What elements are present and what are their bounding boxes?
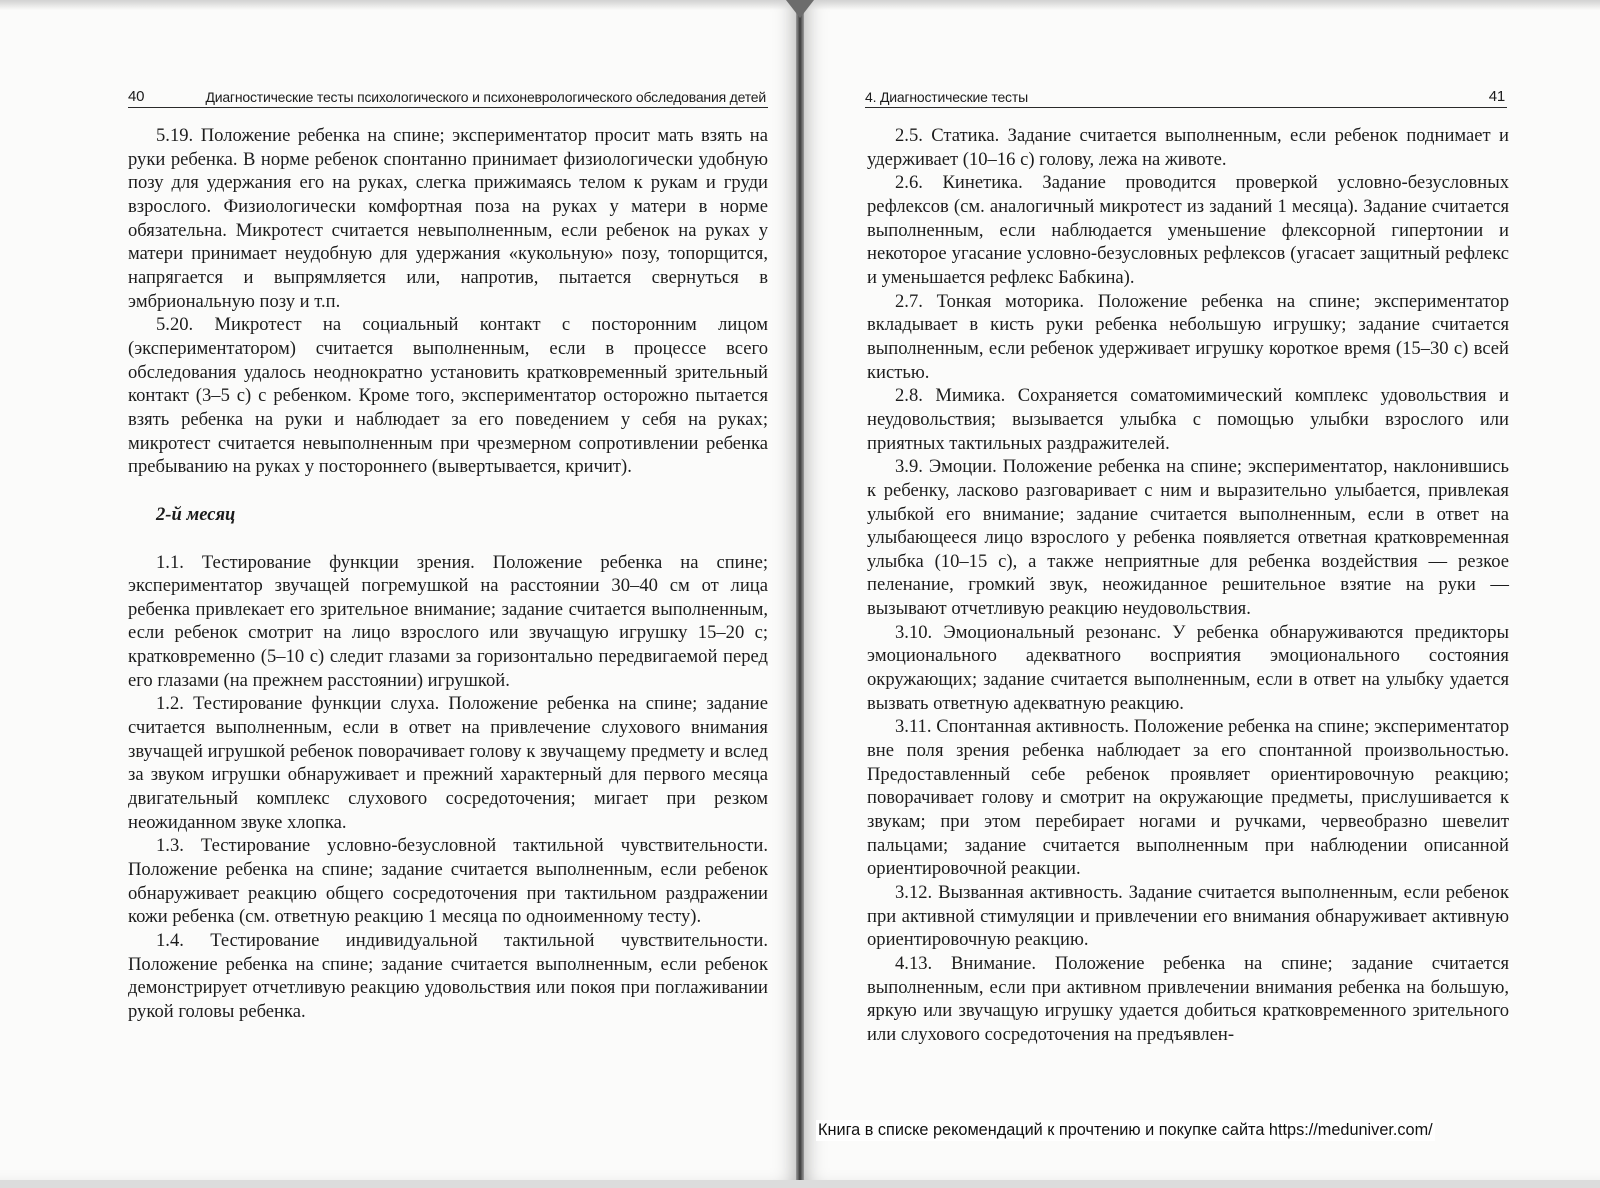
right-text-block [867,124,1509,1047]
paragraph: 1.1. Тестирование функции зрения. Положение ребенка на спине; экспериментатор звучащей погремушкой на расстоянии 30–40 см от лица ребенка привлекает его зрительное внимание; задание считается выполненным, если ребенок смотрит на лицо взрослого или звучащую игрушку 15–20 с; кратковременно (5–10 с) следит глазами за горизонтально передвигаемой перед его глазами (на прежнем расстоянии) игрушкой. [128,551,768,691]
section-heading: 2-й месяц [156,503,236,525]
right-page [800,0,1600,1180]
paragraph: 3.10. Эмоциональный резонанс. У ребенка обнаруживаются предикторы эмоционального адекватного восприятия эмоционального состояния окружающих; задание считается выполненным, если в ответ на улыбку удается вызвать ответную адекватную реакцию. [867,621,1509,714]
paragraph: 2.6. Кинетика. Задание проводится проверкой условно-безусловных рефлексов (см. аналогичный микротест из заданий 1 месяца). Задание считается выполненным, если наблюдается уменьшение флексорной гипертонии и некоторое угасание условно-безусловных рефлексов (угасает защитный рефлекс и уменьшается рефлекс Бабкина). [867,172,1509,288]
paragraph: 1.2. Тестирование функции слуха. Положение ребенка на спине; задание считается выполненным, если в ответ на привлечение слухового внимания звучащей игрушкой ребенок поворачивает голову к звучащему предмету и вслед за звуком игрушки обнаруживает и прежний характерный для первого месяца двигательный комплекс слухового сосредоточения; мигает при резком неожиданном звуке хлопка. [128,693,768,833]
paragraph: 1.3. Тестирование условно-безусловной тактильной чувствительности. Положение ребенка на спине; задание считается выполненным, если ребенок обнаруживает реакцию общего сосредоточения при тактильном раздражении кожи ребенка (см. ответную реакцию 1 месяца по одноименному тесту). [128,835,768,928]
paragraph: 4.13. Внимание. Положение ребенка на спине; задание считается выполненным, если при активном привлечении внимания ребенка на большую, яркую или звучащую игрушку удается добиться кратковременного зрительного или слухового сосредоточения на предъявлен- [867,952,1509,1045]
scan-bottom-edge [0,1180,1600,1188]
paragraph: 2.5. Статика. Задание считается выполненным, если ребенок поднимает и удерживает (10–16 с) голову, лежа на животе. [867,125,1509,170]
left-page [0,0,800,1180]
left-text-block [128,124,768,1024]
paragraph: 2.7. Тонкая моторика. Положение ребенка на спине; экспериментатор вкладывает в кисть руки ребенка небольшую игрушку; задание считается выполненным, если ребенок удерживает игрушку короткое время (15–30 с) всей кистью. [867,290,1509,383]
paragraph: 1.4. Тестирование индивидуальной тактильной чувствительности. Положение ребенка на спине; задание считается выполненным, если ребенок демонстрирует отчетливую реакцию удовольствия или покоя при поглаживании рукой головы ребенка. [128,930,768,1022]
left-running-head [128,87,768,108]
right-page-number: 41 [1488,88,1505,105]
paragraph: 5.19. Положение ребенка на спине; экспериментатор просит мать взять на руки ребенка. В норме ребенок спонтанно принимает физиологически удобную позу для удержания его на руках, слегка прижимаясь телом к рукам и груди взрослого. Физиологически комфортная поза на руках у матери в норме обязательна. Микротест считается невыполненным, если ребенок на руках у матери принимает неудобную для удержания «кукольную» позу, топорщится, напрягается и выпрямляется или, напротив, пытается свернуться в эмбриональную позу и т.п. [128,125,768,312]
paragraph: 3.9. Эмоции. Положение ребенка на спине; экспериментатор, наклонившись к ребенку, ласково разговаривает с ним и выразительно улыбается, привлекая улыбкой его внимание; задание считается выполненным, если в ответ на улыбающееся лицо взрослого у ребенка появляется ответная кратковременная улыбка (10–15 с), а также неприятные для ребенка воздействия — резкое пеленание, громкий звук, неожиданное решительное взятие на руки — вызывают отчетливую реакцию неудовольствия. [867,456,1509,620]
book-gutter [796,0,804,1188]
right-running-title: 4. Диагностические тесты [865,89,1028,105]
page-top-shadow [0,0,800,10]
left-running-title: Диагностические тесты психологического и психоневрологического обследования детей [205,89,766,105]
paragraph: 5.20. Микротест на социальный контакт с посторонним лицом (экспериментатором) считается выполненным, если в процессе всего обследования удалось неоднократно установить кратковременный зрительный контакт (3–5 с) с ребенком. Кроме того, экспериментатор осторожно пытается взять ребенка на руки и наблюдает за его поведением у себя на руках; микротест считается невыполненным при чрезмерном сопротивлении ребенка пребыванию на руках у постороннего (вывертывается, кричит). [128,314,768,478]
left-page-number: 40 [128,88,145,105]
paragraph: 3.12. Вызванная активность. Задание считается выполненным, если ребенок при активной стимуляции и привлечении его внимания обнаруживает активную ориентировочную реакцию. [867,882,1509,951]
paragraph: 3.11. Спонтанная активность. Положение ребенка на спине; экспериментатор вне поля зрения ребенка наблюдает за его спонтанной произвольностью. Предоставленный себе ребенок проявляет ориентировочную реакцию; поворачивает голову и смотрит на окружающие предметы, прислушивается к звукам; при этом перебирает ногами и ручками, червеобразно шевелит пальцами; задание считается выполненным при наблюдении описанной ориентировочной реакции. [867,716,1509,880]
watermark-text: Книга в списке рекомендаций к прочтению и покупке сайта https://meduniver.com/ [818,1121,1433,1139]
paragraph: 2.8. Мимика. Сохраняется соматомимический комплекс удовольствия и неудовольствия; вызывается улыбка с помощью улыбки взрослого или приятных тактильных раздражителей. [867,385,1509,454]
page-top-shadow [800,0,1600,10]
right-running-head [865,87,1507,108]
